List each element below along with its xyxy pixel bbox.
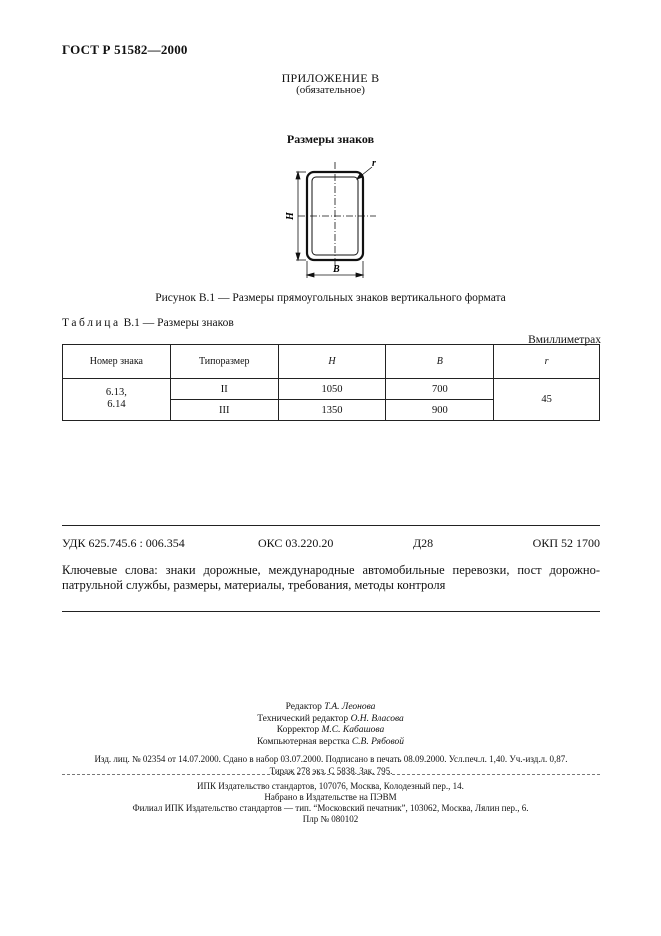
header-b: B xyxy=(386,345,494,379)
table-label xyxy=(62,317,234,329)
credit-tech-editor: Технический редактор О.Н. Власова xyxy=(257,713,404,724)
header-size: Типоразмер xyxy=(170,345,278,379)
header-h: H xyxy=(278,345,386,379)
header-r: r xyxy=(494,345,600,379)
size-cell: II xyxy=(170,379,278,400)
bottom-rule xyxy=(62,611,600,612)
table-header-row xyxy=(63,345,600,379)
units-note: Вмиллиметрах xyxy=(528,334,601,346)
annex-title: ПРИЛОЖЕНИЕ В xyxy=(281,71,380,85)
okp-code: ОКП 52 1700 xyxy=(532,536,600,550)
imprint-line-1: Изд. лиц. № 02354 от 14.07.2000. Сдано в набор 03.07.2000. Подписано в печать 08.09.2000. Усл.печ.л. 1,40. Уч.-изд.л. 0,87. xyxy=(94,754,568,764)
annex-subtitle: (обязательное) xyxy=(296,84,365,96)
label-b: B xyxy=(333,264,340,275)
section-title: Размеры знаков xyxy=(286,132,375,146)
size-cell: III xyxy=(170,400,278,421)
standard-number: ГОСТ Р 51582—2000 xyxy=(62,42,188,57)
udk-code: УДК 625.745.6 : 006.354 xyxy=(62,536,185,550)
h-cell: 1050 xyxy=(278,379,386,400)
sign-number-1: 6.13, xyxy=(105,387,127,398)
oks-code: ОКС 03.220.20 xyxy=(258,536,334,550)
label-r: r xyxy=(372,158,376,169)
credit-editor: Редактор Т.А. Леонова xyxy=(285,702,376,712)
h-cell: 1350 xyxy=(278,400,386,421)
b-cell: 900 xyxy=(386,400,494,421)
label-h: H xyxy=(285,212,296,220)
figure-caption: Рисунок В.1 — Размеры прямоугольных знаков вертикального формата xyxy=(155,292,506,304)
imprint-line-2: Тираж 278 экз. С 5838. Зак. 795. xyxy=(269,765,393,776)
publisher-line-2: Набрано в Издательстве на ПЭВМ xyxy=(264,792,397,802)
table-row xyxy=(63,379,600,400)
credits xyxy=(0,702,661,748)
publisher-line-1: ИПК Издательство стандартов, 107076, Москва, Колодезный пер., 14. xyxy=(197,781,464,791)
credit-proofreader: Корректор М.С. Кабашова xyxy=(276,725,385,735)
sign-number-2: 6.14 xyxy=(107,399,126,410)
d-code: Д28 xyxy=(413,536,434,550)
dashed-divider xyxy=(62,774,600,775)
dimensions-table xyxy=(62,344,600,421)
r-cell: 45 xyxy=(494,379,600,421)
top-rule xyxy=(62,525,600,526)
header-sign-number: Номер знака xyxy=(63,345,171,379)
table-label-word: Таблица xyxy=(62,317,121,329)
sign-number-cell xyxy=(63,379,171,421)
credit-layout: Компьютерная верстка С.В. Рябовой xyxy=(257,736,404,747)
keywords: Ключевые слова: знаки дорожные, международные автомобильные перевозки, пост дорожно-патрульной службы, размеры, материалы, требования, методы контроля xyxy=(62,563,600,592)
publisher-info xyxy=(0,781,661,825)
b-cell: 700 xyxy=(386,379,494,400)
publisher-line-3: Филиал ИПК Издательство стандартов — тип. “Московский печатник”, 103062, Москва, Лялин пер., 6. xyxy=(132,803,529,813)
table-label-rest: В.1 — Размеры знаков xyxy=(120,317,234,329)
publisher-line-4: Плр № 080102 xyxy=(302,814,359,824)
sign-dimension-drawing xyxy=(282,158,382,284)
